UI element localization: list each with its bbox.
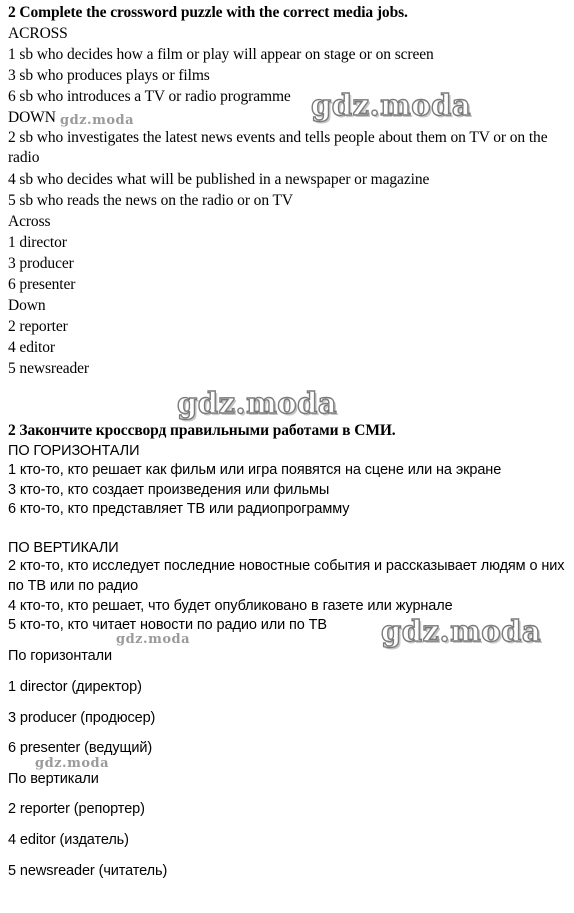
across-clue-3-ru: 3 кто-то, кто создает произведения или фильмы: [8, 482, 330, 498]
across-label-ru: ПО ГОРИЗОНТАЛИ: [8, 443, 140, 459]
answer-across-6-en: 6 presenter: [8, 276, 76, 293]
answers-down-label-en: Down: [8, 297, 46, 314]
down-clue-4-ru: 4 кто-то, кто решает, что будет опубликовано в газете или журнале: [8, 598, 453, 614]
down-clue-2-en: 2 sb who investigates the latest news events and tells people about them on TV or on the radio: [8, 129, 548, 166]
across-clue-3-en: 3 sb who produces plays or films: [8, 67, 210, 84]
answer-down-2-en: 2 reporter: [8, 318, 68, 335]
answer-down-2-ru: 2 reporter (репортер): [8, 801, 145, 817]
answer-down-5-en: 5 newsreader: [8, 360, 89, 377]
down-clue-5-ru: 5 кто-то, кто читает новости по радио или по ТВ: [8, 617, 327, 633]
answer-across-1-en: 1 director: [8, 234, 67, 251]
answers-down-label-ru: По вертикали: [8, 771, 99, 787]
answer-down-4-en: 4 editor: [8, 339, 55, 356]
across-label-en: ACROSS: [8, 25, 68, 42]
answers-across-label-en: Across: [8, 213, 51, 230]
across-clue-6-ru: 6 кто-то, кто представляет ТВ или радиопрограмму: [8, 501, 350, 517]
down-clue-2-ru: 2 кто-то, кто исследует последние новостные события и рассказывает людям о них по ТВ или по радио: [8, 558, 565, 594]
watermark-logo: gdz.moda: [311, 88, 472, 122]
watermark-logo: gdz.moda: [35, 756, 110, 771]
answer-across-3-ru: 3 producer (продюсер): [8, 710, 156, 726]
answer-down-4-ru: 4 editor (издатель): [8, 832, 129, 848]
watermark-logo: gdz.moda: [60, 113, 135, 128]
watermark-logo: gdz.moda: [381, 614, 542, 648]
down-label-ru: ПО ВЕРТИКАЛИ: [8, 540, 119, 556]
answers-across-label-ru: По горизонтали: [8, 648, 112, 664]
answer-down-5-ru: 5 newsreader (читатель): [8, 863, 168, 879]
down-label-en: DOWN: [8, 109, 56, 126]
answer-across-6-ru: 6 presenter (ведущий): [8, 740, 153, 756]
answer-across-1-ru: 1 director (директор): [8, 679, 142, 695]
across-clue-1-ru: 1 кто-то, кто решает как фильм или игра появятся на сцене или на экране: [8, 462, 502, 478]
down-clue-4-en: 4 sb who decides what will be published in a newspaper or magazine: [8, 171, 430, 188]
task-heading-en: 2 Complete the crossword puzzle with the correct media jobs.: [8, 4, 408, 21]
down-clue-5-en: 5 sb who reads the news on the radio or on TV: [8, 192, 293, 209]
across-clue-1-en: 1 sb who decides how a film or play will appear on stage or on screen: [8, 46, 434, 63]
across-clue-6-en: 6 sb who introduces a TV or radio programme: [8, 88, 291, 105]
watermark-logo: gdz.moda: [177, 386, 338, 420]
answer-across-3-en: 3 producer: [8, 255, 74, 272]
watermark-logo: gdz.moda: [116, 632, 191, 647]
task-heading-ru: 2 Закончите кроссворд правильными работами в СМИ.: [8, 422, 396, 439]
